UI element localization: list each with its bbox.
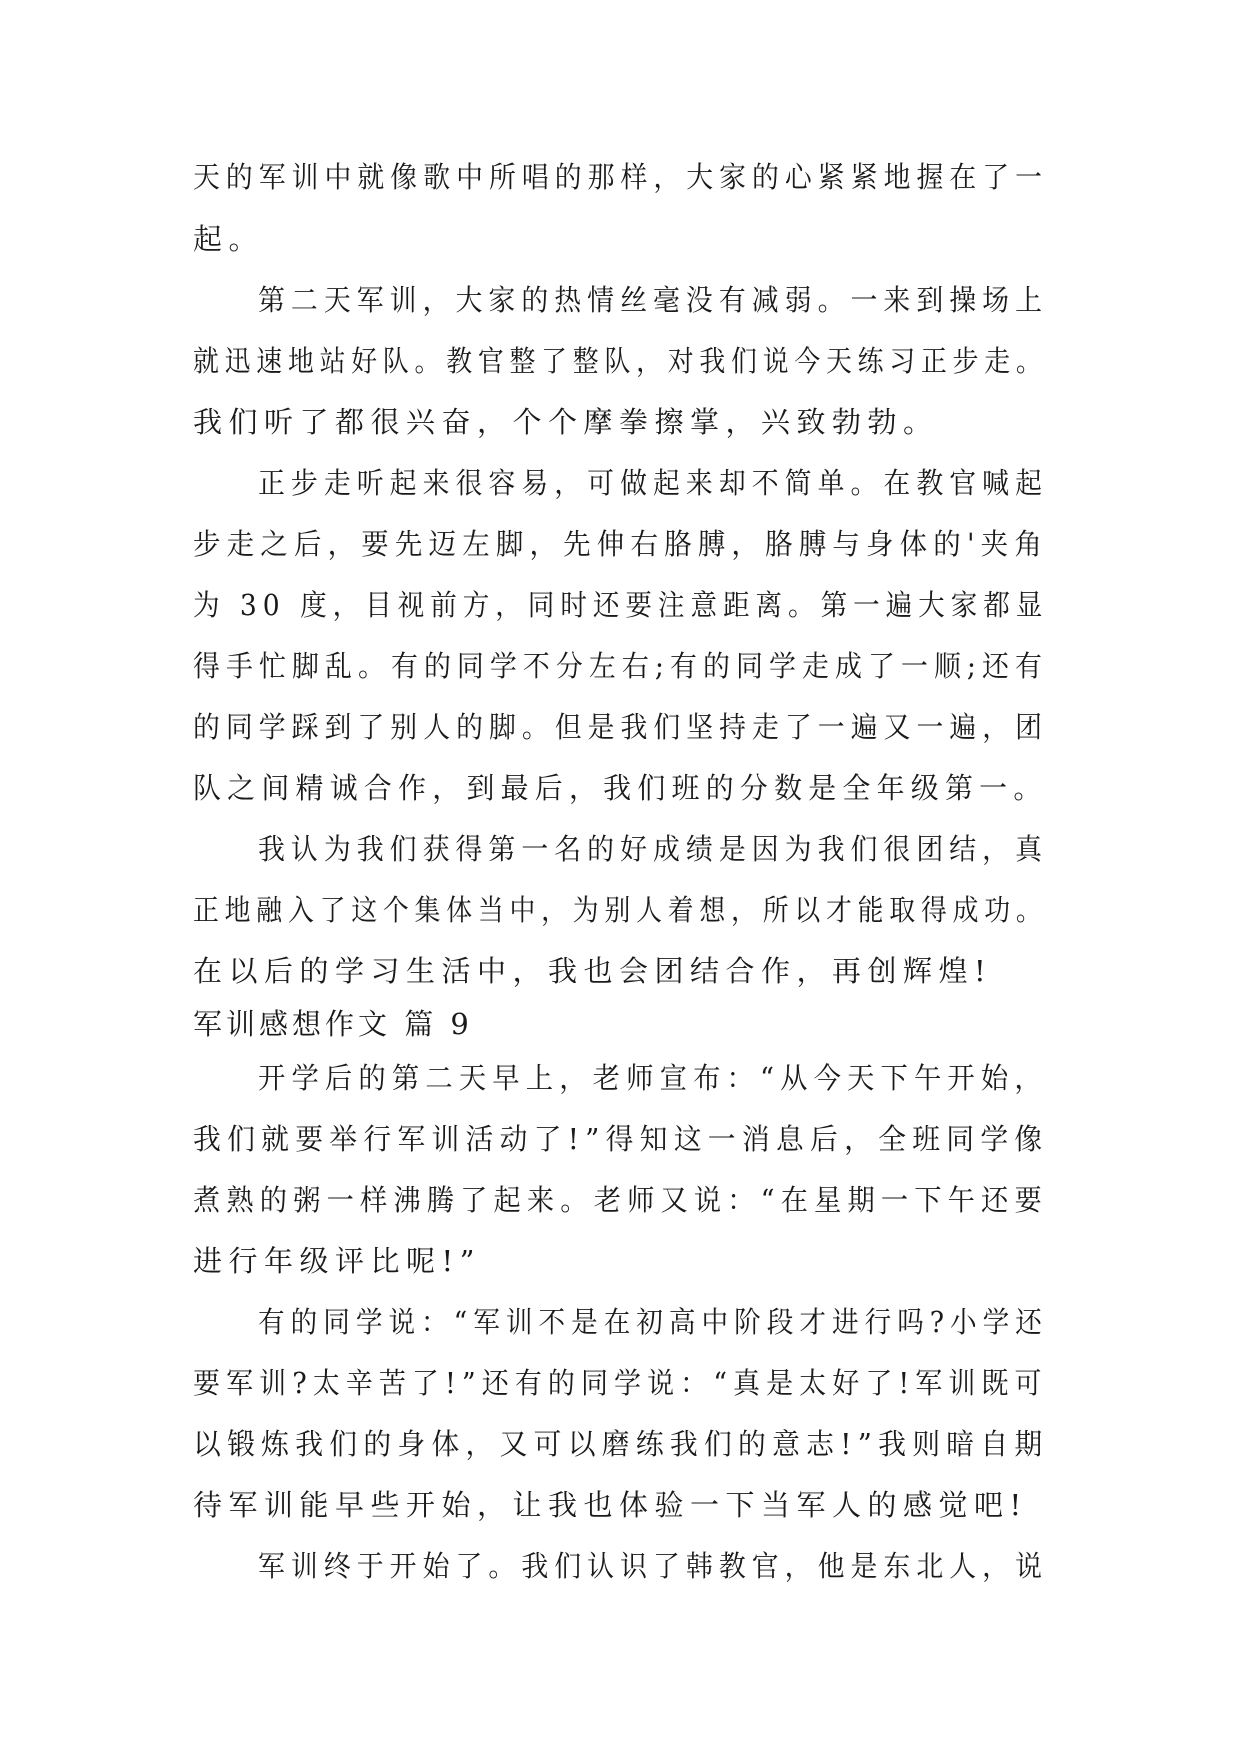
text-line: 以锻炼我们的身体，又可以磨练我们的意志!”我则暗自期 (193, 1427, 1049, 1461)
section-heading: 军训感想作文 篇 9 (193, 1007, 473, 1041)
text-line: 待军训能早些开始，让我也体验一下当军人的感觉吧! (193, 1488, 1028, 1522)
paragraph-start-line: 我认为我们获得第一名的好成绩是因为我们很团结，真 (258, 832, 1049, 866)
text-line: 我们听了都很兴奋，个个摩拳擦掌，兴致勃勃。 (193, 405, 939, 439)
paragraph-start-line: 有的同学说：“军训不是在初高中阶段才进行吗?小学还 (258, 1305, 1048, 1339)
text-line: 为 30 度，目视前方，同时还要注意距离。第一遍大家都显 (193, 588, 1049, 622)
text-line: 队之间精诚合作，到最后，我们班的分数是全年级第一。 (193, 771, 1048, 805)
text-line: 要军训?太辛苦了!”还有的同学说：“真是太好了!军训既可 (193, 1366, 1048, 1400)
text-line: 就迅速地站好队。教官整了整队，对我们说今天练习正步走。 (193, 344, 1048, 378)
text-line: 步走之后，要先迈左脚，先伸右胳膊，胳膊与身体的'夹角 (193, 527, 1048, 561)
text-line: 起。 (193, 222, 265, 256)
text-line: 煮熟的粥一样沸腾了起来。老师又说：“在星期一下午还要 (193, 1183, 1048, 1217)
paragraph-start-line: 第二天军训，大家的热情丝毫没有减弱。一来到操场上 (258, 283, 1049, 317)
text-line: 我们就要举行军训活动了!”得知这一消息后，全班同学像 (193, 1122, 1049, 1156)
text-line: 的同学踩到了别人的脚。但是我们坚持走了一遍又一遍，团 (193, 710, 1049, 744)
text-line: 天的军训中就像歌中所唱的那样，大家的心紧紧地握在了一 (193, 160, 1049, 194)
text-line: 在以后的学习生活中，我也会团结合作，再创辉煌! (193, 954, 993, 988)
paragraph-start-line: 军训终于开始了。我们认识了韩教官，他是东北人，说 (258, 1549, 1049, 1583)
paragraph-start-line: 正步走听起来很容易，可做起来却不简单。在教官喊起 (258, 466, 1049, 500)
paragraph-start-line: 开学后的第二天早上，老师宣布：“从今天下午开始， (258, 1061, 1048, 1095)
text-line: 进行年级评比呢!” (193, 1244, 481, 1278)
text-line: 得手忙脚乱。有的同学不分左右;有的同学走成了一顺;还有 (193, 649, 1049, 683)
text-line: 正地融入了这个集体当中，为别人着想，所以才能取得成功。 (193, 893, 1048, 927)
